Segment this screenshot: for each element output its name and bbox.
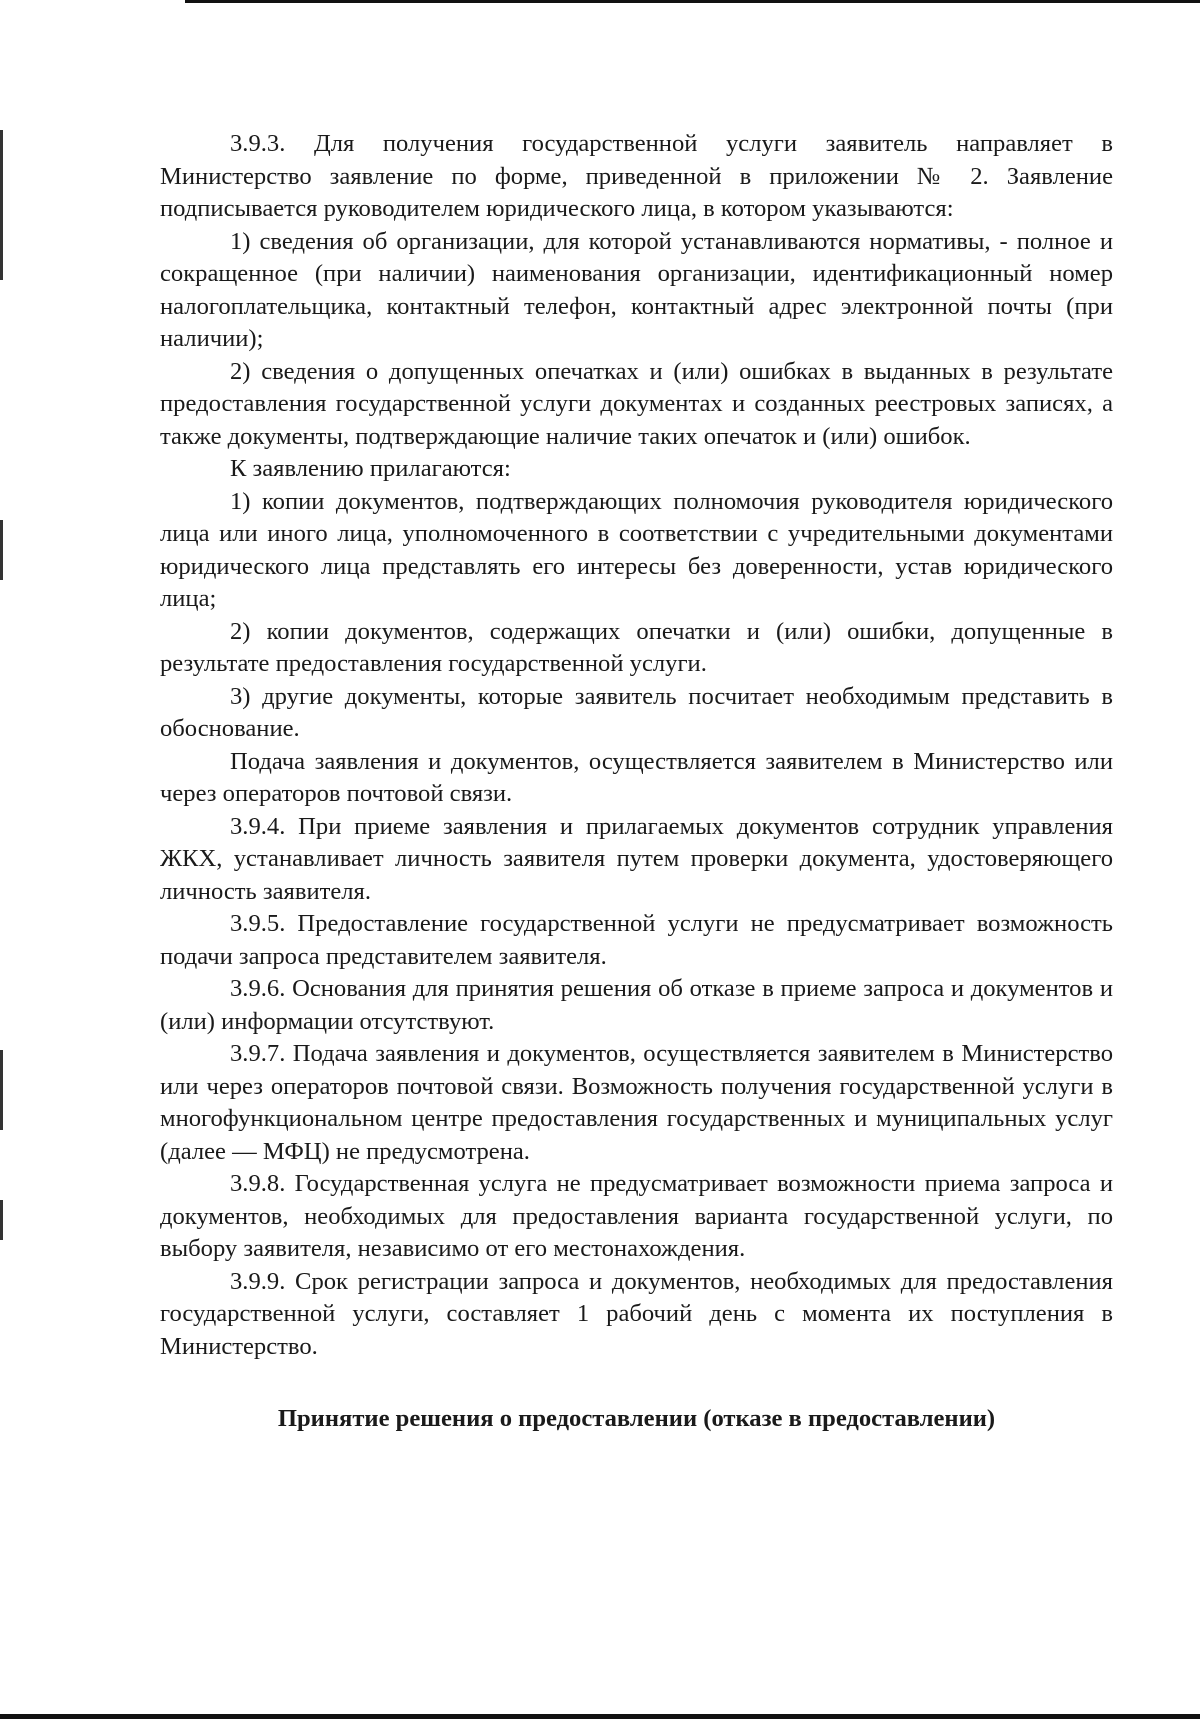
attachments-intro: К заявлению прилагаются: <box>230 455 511 482</box>
paragraph-3-9-8: 3.9.8. Государственная услуга не предусматривает возможности приема запроса и документов, необходимых для предоставления варианта государственной услуги, по выбору заявителя, независимо от его местонахождения. <box>160 1170 1113 1262</box>
scan-edge-top <box>185 0 1200 3</box>
attachment-item-3: 3) другие документы, которые заявитель посчитает необходимым представить в обоснование. <box>160 682 1113 742</box>
section-heading: Принятие решения о предоставлении (отказе в предоставлении) <box>277 1405 996 1432</box>
document-body <box>160 128 1113 1436</box>
scan-edge-left <box>0 1200 3 1240</box>
scan-edge-bottom <box>0 1714 1200 1719</box>
paragraph-3-9-6: 3.9.6. Основания для принятия решения об отказе в приеме запроса и документов и (или) информации отсутствуют. <box>160 975 1113 1035</box>
scan-edge-left <box>0 1050 3 1130</box>
paragraph-3-9-7: 3.9.7. Подача заявления и документов, осуществляется заявителем в Министерство или через операторов почтовой связи. Возможность получения государственной услуги в многофункциональном центре предоставления государственных и муниципальных услуг (далее — МФЦ) не предусмотрена. <box>160 1040 1113 1165</box>
paragraph-3-9-9: 3.9.9. Срок регистрации запроса и документов, необходимых для предоставления государственной услуги, составляет 1 рабочий день с момента их поступления в Министерство. <box>160 1267 1113 1360</box>
list-item-2-errors-info: 2) сведения о допущенных опечатках и (или) ошибках в выданных в результате предоставления государственной услуги документах и созданных реестровых записях, а также документы, подтверждающие наличие таких опечаток и (или) ошибок. <box>160 357 1113 450</box>
paragraph-3-9-3: 3.9.3. Для получения государственной услуги заявитель направляет в Министерство заявление по форме, приведенной в приложении № 2. Заявление подписывается руководителем юридического лица, в котором указываются: <box>160 130 1113 222</box>
paragraph-3-9-5: 3.9.5. Предоставление государственной услуги не предусматривает возможность подачи запроса представителем заявителя. <box>160 910 1113 970</box>
paragraph-3-9-4: 3.9.4. При приеме заявления и прилагаемых документов сотрудник управления ЖКХ, устанавливает личность заявителя путем проверки документа, удостоверяющего личность заявителя. <box>160 812 1113 905</box>
list-item-1-organization-info: 1) сведения об организации, для которой устанавливаются нормативы, - полное и сокращенное (при наличии) наименования организации, идентификационный номер налогоплательщика, контактный телефон, контактный адрес электронной почты (при наличии); <box>160 227 1113 352</box>
attachment-item-1: 1) копии документов, подтверждающих полномочия руководителя юридического лица или иного лица, уполномоченного в соответствии с учредительными документами юридического лица представлять его интересы без доверенности, устав юридического лица; <box>160 487 1113 612</box>
scan-edge-left <box>0 130 3 280</box>
scan-edge-left <box>0 520 3 580</box>
submission-paragraph: Подача заявления и документов, осуществляется заявителем в Министерство или через операторов почтовой связи. <box>160 747 1113 807</box>
attachment-item-2: 2) копии документов, содержащих опечатки и (или) ошибки, допущенные в результате предоставления государственной услуги. <box>160 617 1113 677</box>
